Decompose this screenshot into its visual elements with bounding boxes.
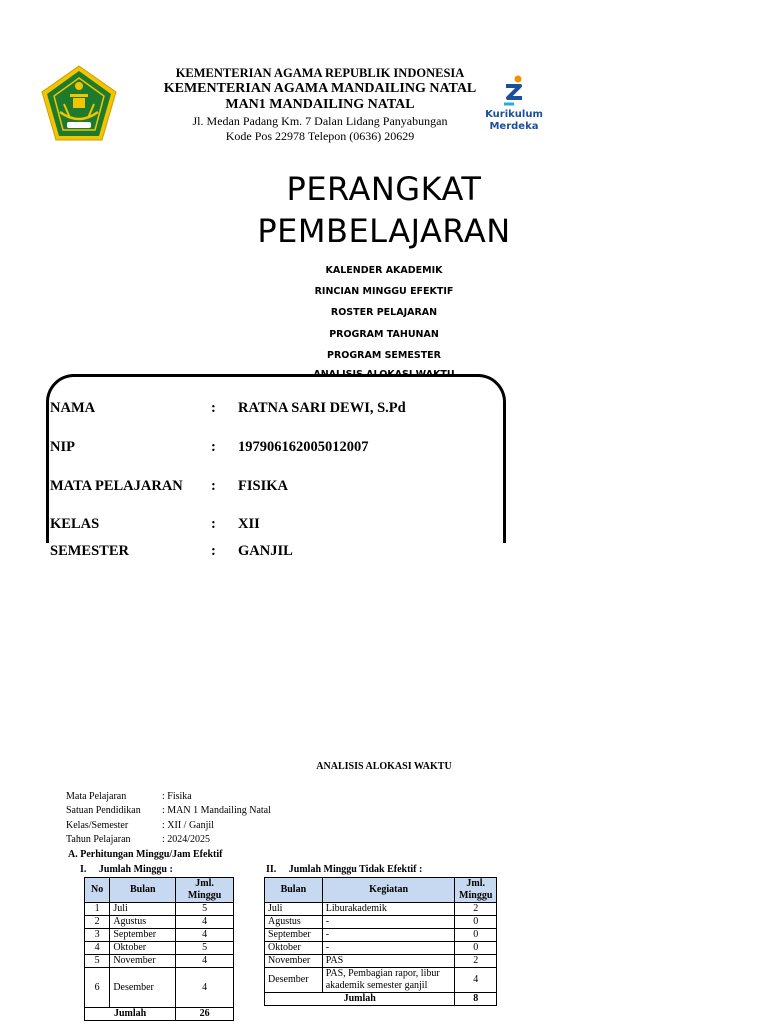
- school-name: MAN1 MANDAILING NATAL: [225, 97, 415, 112]
- total-value: 8: [455, 993, 497, 1006]
- non-effective-weeks-table: [264, 877, 497, 1006]
- identity-label: SEMESTER: [50, 543, 129, 559]
- table-row: [85, 916, 234, 929]
- cell: Oktober: [265, 942, 323, 955]
- cell: 5: [176, 942, 234, 955]
- meta-value: : MAN 1 Mandailing Natal: [162, 805, 271, 816]
- table-row: [265, 955, 497, 968]
- title-line-2: PEMBELAJARAN: [257, 212, 511, 250]
- identity-value: 197906162005012007: [238, 439, 369, 455]
- merdeka-label: Merdeka: [489, 121, 539, 132]
- identity-value: FISIKA: [238, 478, 288, 494]
- identity-value: XII: [238, 516, 260, 532]
- table-total-row: [265, 993, 497, 1006]
- cell: Juli: [110, 903, 176, 916]
- weeks-table: [84, 877, 234, 1021]
- cell: 2: [455, 903, 497, 916]
- doc-item: PROGRAM TAHUNAN: [329, 329, 439, 340]
- cell: -: [322, 916, 455, 929]
- cell: Desember: [110, 968, 176, 1008]
- identity-label: KELAS: [50, 516, 100, 532]
- cell: 0: [455, 929, 497, 942]
- cell: 2: [455, 955, 497, 968]
- doc-item: RINCIAN MINGGU EFEKTIF: [314, 286, 454, 297]
- cell: Agustus: [110, 916, 176, 929]
- cell: Oktober: [110, 942, 176, 955]
- cell: September: [110, 929, 176, 942]
- cell: Liburakademik: [322, 903, 455, 916]
- cell: November: [265, 955, 323, 968]
- meta-label: Kelas/Semester: [66, 820, 129, 831]
- identity-colon: :: [211, 439, 216, 455]
- title-line-1: PERANGKAT: [286, 170, 482, 208]
- table-row: [265, 942, 497, 955]
- col-header: No: [85, 878, 110, 903]
- cell: 3: [85, 929, 110, 942]
- cell: -: [322, 929, 455, 942]
- ministry-name: KEMENTERIAN AGAMA REPUBLIK INDONESIA: [175, 66, 465, 80]
- table-row: [85, 942, 234, 955]
- cell: 4: [85, 942, 110, 955]
- kurikulum-merdeka-icon: [484, 74, 544, 110]
- identity-label: NIP: [50, 439, 75, 455]
- identity-colon: :: [211, 400, 216, 416]
- table-row: [85, 929, 234, 942]
- kurikulum-label: Kurikulum: [485, 109, 543, 120]
- table-row: [85, 955, 234, 968]
- cell: PAS: [322, 955, 455, 968]
- analysis-title: ANALISIS ALOKASI WAKTU: [316, 761, 452, 772]
- meta-value: : 2024/2025: [162, 834, 211, 845]
- cell: Juli: [265, 903, 323, 916]
- identity-colon: :: [211, 543, 216, 559]
- kemenag-logo: [40, 64, 118, 144]
- cell: 5: [176, 903, 234, 916]
- cell: 1: [85, 903, 110, 916]
- total-label: Jumlah: [265, 993, 455, 1006]
- meta-label: Mata Pelajaran: [66, 791, 127, 802]
- col-header: Jml. Minggu: [176, 878, 234, 903]
- cell: 6: [85, 968, 110, 1008]
- meta-label: Tahun Pelajaran: [66, 834, 131, 845]
- cell: 4: [455, 968, 497, 993]
- cell: September: [265, 929, 323, 942]
- cell: 0: [455, 916, 497, 929]
- part2-title: II. Jumlah Minggu Tidak Efektif :: [266, 864, 423, 875]
- table-row: [85, 903, 234, 916]
- cell: -: [322, 942, 455, 955]
- meta-label: Satuan Pendidikan: [66, 805, 141, 816]
- cell: 5: [85, 955, 110, 968]
- identity-label: NAMA: [50, 400, 96, 416]
- cell: 4: [176, 916, 234, 929]
- meta-value: : XII / Ganjil: [162, 820, 214, 831]
- identity-colon: :: [211, 516, 216, 532]
- doc-item: PROGRAM SEMESTER: [327, 350, 441, 361]
- cell: Agustus: [265, 916, 323, 929]
- total-label: Jumlah: [85, 1008, 176, 1021]
- doc-item: KALENDER AKADEMIK: [325, 265, 443, 276]
- doc-item-clipped: ANALISIS ALOKASI WAKTU: [313, 369, 455, 377]
- identity-value: RATNA SARI DEWI, S.Pd: [238, 400, 406, 416]
- col-header: Kegiatan: [322, 878, 455, 903]
- table-row: [265, 929, 497, 942]
- identity-colon: :: [211, 478, 216, 494]
- table-row: [85, 968, 234, 1008]
- col-header: Jml. Minggu: [455, 878, 497, 903]
- table-row: [265, 903, 497, 916]
- col-header: Bulan: [265, 878, 323, 903]
- cell: PAS, Pembagian rapor, libur akademik semester ganjil: [322, 968, 455, 993]
- table-row: [265, 968, 497, 993]
- school-contact: Kode Pos 22978 Telepon (0636) 20629: [225, 129, 415, 143]
- table-row: [265, 916, 497, 929]
- doc-item: ROSTER PELAJARAN: [330, 307, 438, 318]
- kurikulum-merdeka-logo: [484, 74, 544, 138]
- table-header-row: [265, 878, 497, 903]
- cell: 4: [176, 929, 234, 942]
- identity-value: GANJIL: [238, 543, 293, 559]
- school-address: Jl. Medan Padang Km. 7 Dalan Lidang Panyabungan: [192, 114, 448, 128]
- cell: 4: [176, 955, 234, 968]
- part1-title: I. Jumlah Minggu :: [80, 864, 173, 875]
- table-total-row: [85, 1008, 234, 1021]
- ministry-district: KEMENTERIAN AGAMA MANDAILING NATAL: [163, 81, 477, 96]
- table-header-row: [85, 878, 234, 903]
- cell: Desember: [265, 968, 323, 993]
- total-value: 26: [176, 1008, 234, 1021]
- cell: November: [110, 955, 176, 968]
- cell: 2: [85, 916, 110, 929]
- cell: 4: [176, 968, 234, 1008]
- col-header: Bulan: [110, 878, 176, 903]
- meta-value: : Fisika: [162, 791, 192, 802]
- section-a-title: A. Perhitungan Minggu/Jam Efektif: [68, 849, 223, 860]
- identity-label: MATA PELAJARAN: [50, 478, 183, 494]
- cell: 0: [455, 942, 497, 955]
